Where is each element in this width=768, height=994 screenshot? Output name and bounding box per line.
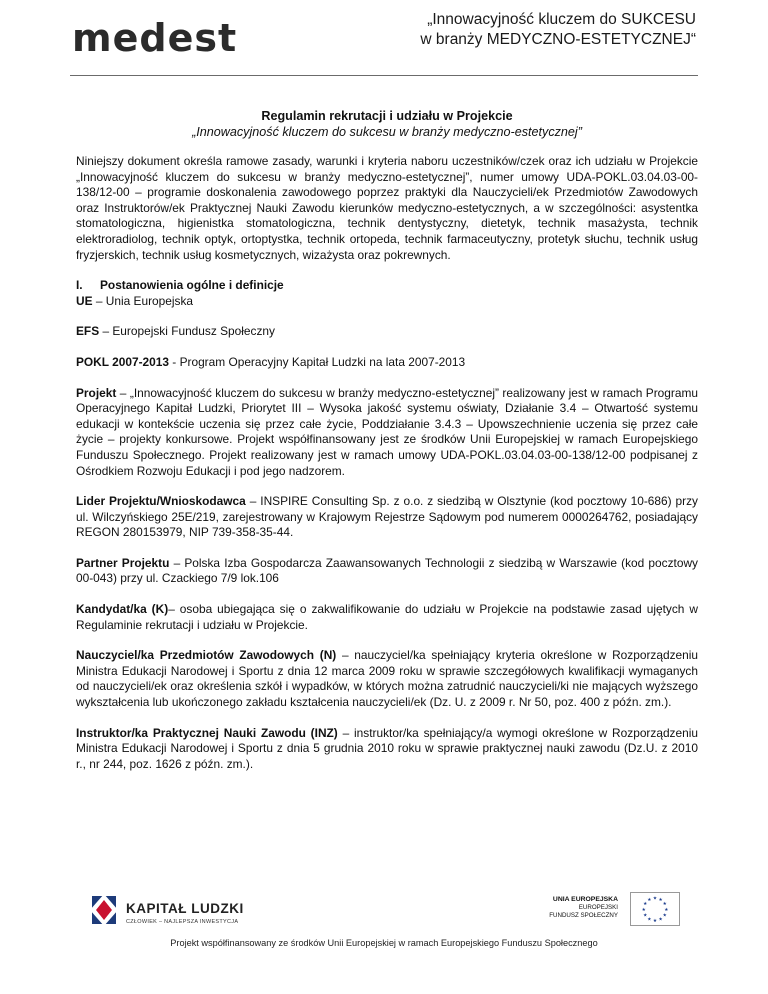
- definition-partner: [76, 556, 698, 587]
- definition-lider: [76, 494, 698, 541]
- section-title: Postanowienia ogólne i definicje: [100, 278, 284, 293]
- definition-separator: –: [92, 293, 106, 308]
- definition-separator: –: [337, 725, 355, 740]
- definition-separator: –: [168, 602, 180, 617]
- definition-text: Unia Europejska: [105, 293, 194, 308]
- section-heading: [76, 278, 698, 294]
- header-divider: [70, 75, 698, 76]
- definition-term: Lider Projektu/Wnioskodawca: [76, 494, 246, 509]
- eu-logo: [540, 890, 680, 934]
- svg-text:★: ★: [662, 913, 667, 919]
- definition-text: INSPIRE Consulting Sp. z o.o. z siedzibą w Olsztynie (kod pocztowy 10-686) przy ul. Wilczyńskiego 25E/219, zarejestrowany w Krajowym Rejestrze Sądowym pod numerem 0000264762, posiadający REGON 280153979, NIP 739-358-35-44.: [76, 494, 698, 540]
- svg-text:★: ★: [652, 919, 658, 925]
- definition-text: Polska Izba Gospodarcza Zaawansowanych Technologii z siedzibą w Warszawie (kod pocztowy 00-043) przy ul. Czackiego 7/9 lok.106: [76, 555, 698, 586]
- definition-text: „Innowacyjność kluczem do sukcesu w branży medyczno-estetycznej” realizowany jest w ramach Programu Operacyjnego Kapitał Ludzki, Priorytet III – Wysoka jakość systemu oświaty, Działanie 3.4 – Otwartość systemu edukacji w kontekście uczenia się przez całe życie, Poddziałanie 3.4.3 – Upowszechnienie uczenia się przez całe życie – projekty konkursowe. Projekt współfinansowany jest ze środków Unii Europejskiej w ramach Europejskiego Funduszu Społecznego. Projekt realizowany jest w ramach umowy UDA-POKL.03.04.03-00-138/12-00 podpisanej z Ośrodkiem Rozwoju Edukacji i pod jego nadzorem.: [76, 385, 698, 478]
- kapital-ludzki-emblem-icon: [88, 890, 120, 930]
- definition-term: UE: [76, 293, 93, 308]
- svg-text:★: ★: [652, 896, 658, 902]
- document-body: [76, 108, 698, 772]
- definition-term: Kandydat/ka (K): [76, 602, 169, 617]
- definition-term: Instruktor/ka Praktycznej Nauki Zawodu (INZ): [76, 725, 338, 740]
- svg-text:★: ★: [643, 913, 648, 919]
- kl-tagline: CZŁOWIEK – NAJLEPSZA INWESTYCJA: [126, 919, 239, 925]
- document-title: Regulamin rekrutacji i udziału w Projekcie: [261, 109, 513, 123]
- svg-text:★: ★: [662, 902, 667, 908]
- intro-paragraph: Niniejszy dokument określa ramowe zasady, warunki i kryteria naboru uczestników/czek oraz ich udziału w Projekcie „Innowacyjność kluczem do sukcesu w branży medyczno-estetycznej”, numer umowy UDA-POKL.03.04.03-00-138/12-00 – programie doskonalenia zawodowego poprzez praktyki dla Nauczycieli/ek Przedmiotów Zawodowych oraz Instruktorów/ek Praktycznej Nauki Zawodu kierunków medyczno-estetycznych, a w szczególności: asystentka stomatologiczna, higienistka stomatologiczna, technik dentystyczny, dietetyk, technik masażysta, technik elektroradiolog, technik optyk, ortoptystka, technik ortopeda, technik farmaceutyczny, protetyk słuchu, technik usług fryzjerskich, technik usług kosmetycznych, wizażysta oraz pokrewnych.: [76, 154, 698, 262]
- definition-term: Nauczyciel/ka Przedmiotów Zawodowych (N): [76, 648, 337, 663]
- definition-term: Partner Projektu: [76, 555, 170, 570]
- definition-text: Europejski Fundusz Społeczny: [112, 324, 275, 339]
- definition-nauczyciel: [76, 648, 698, 710]
- definition-instruktor: [76, 726, 698, 773]
- svg-text:★: ★: [641, 907, 646, 913]
- definition-term: POKL 2007-2013: [76, 354, 169, 369]
- section-number: I.: [76, 278, 83, 293]
- page-footer: [0, 880, 768, 994]
- definition-separator: –: [116, 385, 130, 400]
- definition-pokl: [76, 355, 698, 371]
- definition-separator: –: [99, 324, 113, 339]
- eu-text: [540, 896, 618, 920]
- definition-kandydat: [76, 602, 698, 633]
- definition-text: osoba ubiegająca się o zakwalifikowanie do udziału w Projekcie na podstawie zasad ujętych w Regulaminie rekrutacji i udziału w Projekcie.: [76, 602, 698, 632]
- definition-separator: -: [168, 354, 180, 369]
- definition-separator: –: [336, 648, 355, 663]
- svg-text:★: ★: [658, 898, 663, 904]
- definition-text: Program Operacyjny Kapitał Ludzki na lata 2007-2013: [179, 354, 466, 369]
- svg-text:★: ★: [658, 917, 663, 923]
- eu-flag-icon: [630, 892, 680, 926]
- definition-separator: –: [245, 494, 261, 509]
- definition-text: instruktor/ka spełniający/a wymogi określone w Rozporządzeniu Ministra Edukacji Narodowej i Sportu z dnia 5 grudnia 2010 roku w sprawie praktycznej nauki zawodu (Dz.U. z 2010 r., nr 244, poz. 1626 z późn. zm.).: [76, 725, 698, 771]
- definition-term: EFS: [76, 324, 100, 339]
- definition-term: Projekt: [76, 385, 117, 400]
- eu-line-2: EUROPEJSKI: [578, 904, 618, 911]
- definition-ue: [76, 294, 698, 310]
- project-title-line-1: „Innowacyjność kluczem do SUKCESU: [427, 11, 696, 28]
- kapital-ludzki-logo: [88, 890, 268, 934]
- logo-text: medest: [72, 16, 238, 60]
- eu-line-3: FUNDUSZ SPOŁECZNY: [549, 912, 618, 919]
- kl-name: KAPITAŁ LUDZKI: [126, 901, 244, 916]
- svg-text:★: ★: [643, 902, 648, 908]
- svg-text:★: ★: [647, 898, 652, 904]
- project-title: [420, 10, 696, 50]
- medest-logo: [72, 16, 242, 64]
- project-title-line-2: w branży MEDYCZNO-ESTETYCZNEJ“: [420, 31, 696, 48]
- document-subtitle: „Innowacyjność kluczem do sukcesu w branży medyczno-estetycznej”: [192, 125, 582, 139]
- definition-projekt: [76, 386, 698, 480]
- definition-efs: [76, 324, 698, 340]
- eu-line-1: UNIA EUROPEJSKA: [552, 896, 618, 903]
- footer-note: Projekt współfinansowany ze środków Unii Europejskiej w ramach Europejskiego Funduszu Społecznego: [170, 938, 598, 948]
- svg-text:★: ★: [664, 907, 669, 913]
- definition-text: nauczyciel/ka spełniający kryteria określone w Rozporządzeniu Ministra Edukacji Narodowej i Sportu z dnia 12 marca 2009 roku w sprawie szczegółowych kwalifikacji wymaganych od nauczycieli/ek oraz określenia szkół i wypadków, w których można zatrudnić nauczycieli/ki nie mających wyższego wykształcenia lub ukończonego zakładu kształcenia nauczycieli/ek (Dz. U. z 2009 r. Nr 50, poz. 400 z późn. zm.).: [76, 648, 699, 710]
- svg-text:★: ★: [647, 917, 652, 923]
- definition-separator: –: [169, 555, 185, 570]
- page-header: [0, 0, 768, 80]
